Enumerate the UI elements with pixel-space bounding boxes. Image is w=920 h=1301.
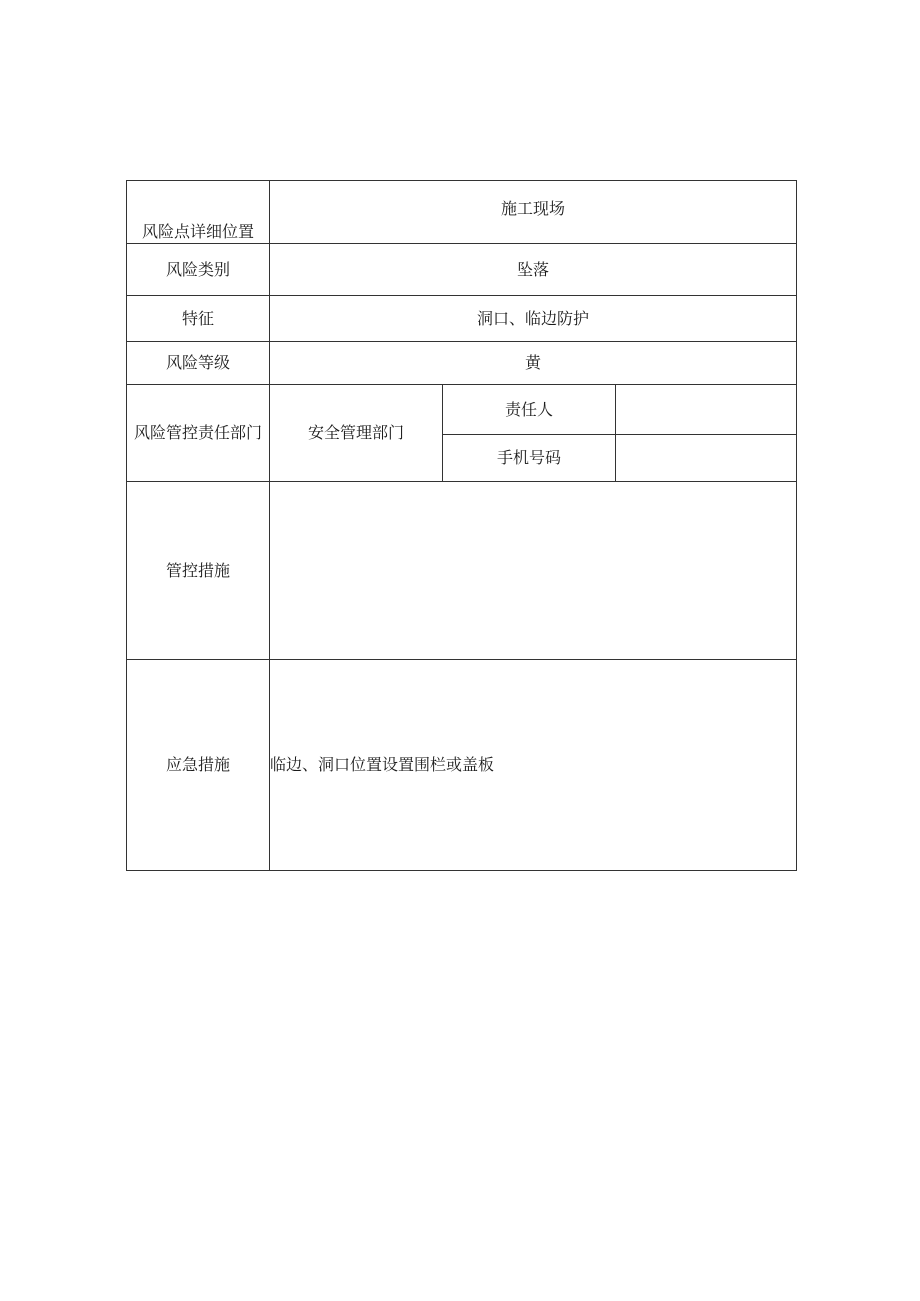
feature-label: 特征 bbox=[127, 296, 270, 342]
feature-row bbox=[127, 296, 797, 342]
control-value bbox=[270, 482, 797, 660]
responsibility-row bbox=[127, 385, 797, 435]
person-value bbox=[616, 385, 797, 435]
level-label: 风险等级 bbox=[127, 342, 270, 385]
control-label: 管控措施 bbox=[127, 482, 270, 660]
location-value-cell bbox=[270, 181, 797, 244]
department-value: 安全管理部门 bbox=[270, 385, 443, 482]
location-label: 风险点详细位置 bbox=[127, 181, 270, 244]
emergency-row bbox=[127, 660, 797, 871]
category-value: 坠落 bbox=[270, 244, 797, 296]
responsibility-label: 风险管控责任部门 bbox=[127, 385, 270, 482]
level-value: 黄 bbox=[270, 342, 797, 385]
feature-value: 洞口、临边防护 bbox=[270, 296, 797, 342]
location-row bbox=[127, 181, 797, 244]
level-row bbox=[127, 342, 797, 385]
control-row bbox=[127, 482, 797, 660]
person-label: 责任人 bbox=[443, 385, 616, 435]
risk-info-table bbox=[126, 180, 797, 871]
category-row bbox=[127, 244, 797, 296]
phone-label: 手机号码 bbox=[443, 435, 616, 482]
category-label: 风险类别 bbox=[127, 244, 270, 296]
phone-value bbox=[616, 435, 797, 482]
emergency-value: 临边、洞口位置设置围栏或盖板 bbox=[270, 660, 797, 871]
emergency-label: 应急措施 bbox=[127, 660, 270, 871]
location-value: 施工现场 bbox=[500, 199, 565, 219]
